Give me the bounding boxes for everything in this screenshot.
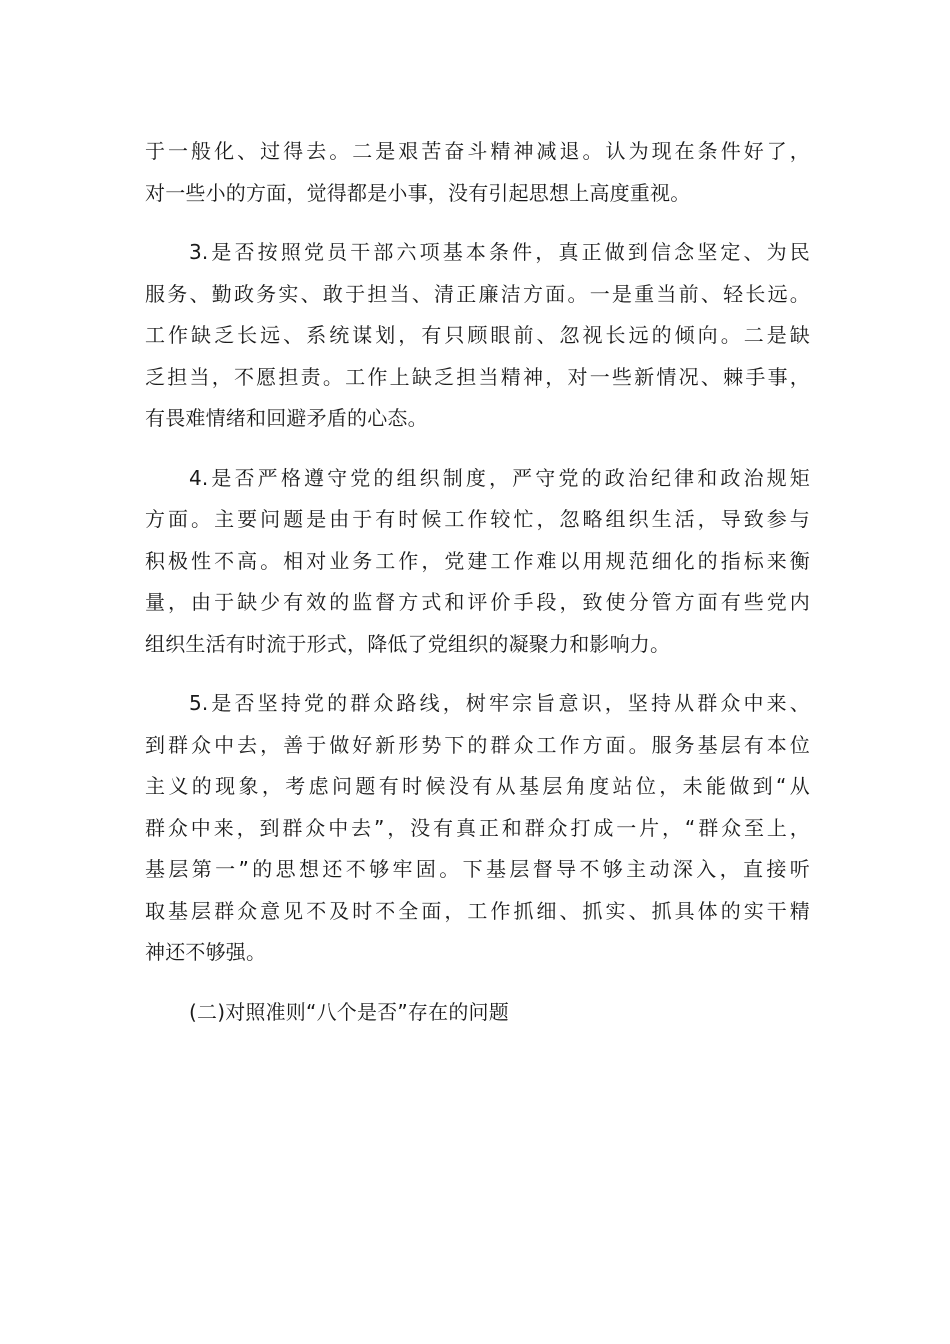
paragraph-item-5	[145, 683, 810, 974]
text-line: 积极性不高。相对业务工作，党建工作难以用规范细化的指标来衡	[145, 548, 810, 573]
text-line: 神还不够强。	[145, 940, 267, 964]
paragraph-item-3	[145, 232, 810, 440]
text-line: 于一般化、过得去。二是艰苦奋斗精神减退。认为现在条件好了，	[145, 139, 810, 163]
text-line: 对一些小的方面，觉得都是小事，没有引起思想上高度重视。	[145, 180, 691, 205]
paragraph-continuation	[145, 131, 810, 214]
text-line: 工作缺乏长远、系统谋划，有只顾眼前、忽视长远的倾向。二是缺	[145, 323, 810, 347]
text-line: 服务、勤政务实、敢于担当、清正廉洁方面。一是重当前、轻长远。	[145, 281, 810, 306]
text-line: 基层第一”的思想还不够牢固。下基层督导不够主动深入，直接听	[145, 857, 810, 881]
paragraph-item-4	[145, 458, 810, 666]
text-line: 主义的现象，考虑问题有时候没有从基层角度站位，未能做到“从	[145, 774, 810, 798]
text-line: 取基层群众意见不及时不全面，工作抓细、抓实、抓具体的实干精	[145, 898, 810, 923]
text-line: 5.是否坚持党的群众路线，树牢宗旨意识，坚持从群众中来、	[189, 691, 810, 715]
document-body	[145, 131, 810, 1033]
text-line: 3.是否按照党员干部六项基本条件，真正做到信念坚定、为民	[189, 240, 810, 264]
text-line: 量，由于缺少有效的监督方式和评价手段，致使分管方面有些党内	[145, 590, 810, 614]
section-heading-text: (二)对照准则“八个是否”存在的问题	[189, 999, 509, 1024]
text-line: 组织生活有时流于形式，降低了党组织的凝聚力和影响力。	[145, 631, 671, 656]
text-line: 群众中来，到群众中去”，没有真正和群众打成一片，“群众至上，	[145, 815, 810, 840]
text-line: 乏担当，不愿担责。工作上缺乏担当精神，对一些新情况、棘手事，	[145, 364, 810, 389]
section-heading	[145, 992, 810, 1034]
text-line: 4.是否严格遵守党的组织制度，严守党的政治纪律和政治规矩	[189, 465, 810, 490]
text-line: 方面。主要问题是由于有时候工作较忙，忽略组织生活，导致参与	[145, 507, 810, 531]
text-line: 到群众中去，善于做好新形势下的群众工作方面。服务基层有本位	[145, 732, 810, 757]
text-line: 有畏难情绪和回避矛盾的心态。	[145, 406, 428, 430]
